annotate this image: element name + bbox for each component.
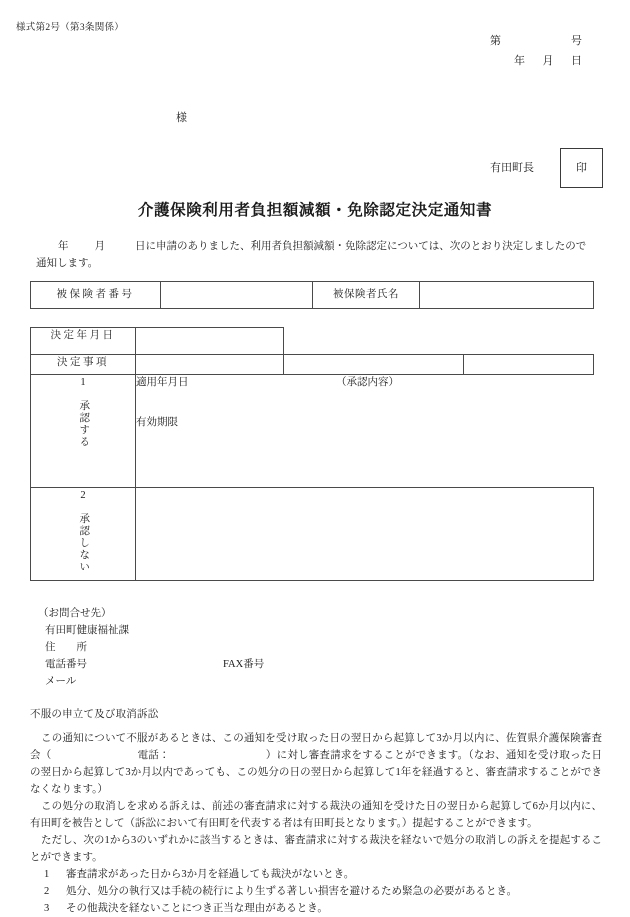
intro-month: 月: [94, 241, 105, 252]
insured-person-table: [30, 281, 594, 309]
table-row: [31, 488, 594, 581]
appeal-item-1-text: 審査請求があった日から3か月を経過しても裁決がないとき。: [66, 869, 355, 880]
document-title: 介護保険利用者負担額減額・免除認定決定通知書: [137, 202, 493, 219]
appeal-section: [30, 706, 602, 917]
decision-option-2-text: 承認しない: [78, 513, 90, 574]
decision-date-label: 決定年月日: [31, 328, 136, 355]
apply-date-field-row: [136, 375, 594, 390]
decision-matters-pad2: [284, 355, 464, 375]
appeal-paragraph-2: この処分の取消しを求める訴えは、前述の審査請求に対する裁決の通知を受けた日の翌日から起算して6か月以内に、有田町を被告として（訴訟において有田町を代表する者は有田町長となります。）提起することができます。: [30, 801, 602, 829]
contact-fax-label: FAX番号: [223, 659, 265, 670]
issuer-row: [490, 148, 603, 188]
contact-mail-row: [38, 673, 264, 690]
appeal-paragraph-3: ただし、次の1から3のいずれかに該当するときは、審査請求に対する裁決を経ないで処分の取消しの訴えを提起することができます。: [30, 835, 602, 863]
contact-department: 有田町健康福祉課: [45, 625, 129, 636]
appeal-exception-list: [30, 866, 602, 917]
decision-matters-label: 決定事項: [31, 355, 136, 375]
document-date-day: 日: [571, 54, 582, 67]
contact-tel-row: [38, 656, 264, 673]
contact-heading: （お問合せ先）: [38, 608, 112, 619]
intro-year: 年: [58, 241, 69, 252]
list-item: [30, 883, 602, 900]
decision-option-1-number: 1: [80, 377, 86, 388]
document-date-line: [514, 53, 582, 70]
appeal-paragraph-1-tel-label: 電話：: [137, 750, 170, 761]
contact-address-label: 住 所: [45, 642, 87, 653]
appeal-item-2-number: 2: [44, 886, 50, 897]
seal-label: 印: [576, 161, 587, 174]
decision-matters-pad1: [136, 355, 284, 375]
decision-option-1-body: [136, 375, 594, 488]
issuer-name: 有田町長: [490, 161, 534, 174]
table-row: [31, 328, 594, 355]
insured-name-value[interactable]: [420, 282, 594, 309]
table-row: [31, 282, 594, 309]
document-number-suffix: 号: [571, 35, 582, 47]
form-code-label: 様式第2号（第3条関係）: [16, 23, 125, 33]
decision-option-2-number: 2: [80, 490, 86, 501]
decision-option-2-label: [31, 488, 136, 581]
appeal-item-3-text: その他裁決を経ないことにつき正当な理由があるとき。: [66, 903, 328, 914]
decision-option-1-label: [31, 375, 136, 488]
contact-address-row: [38, 639, 264, 656]
contact-tel-label: 電話番号: [45, 659, 87, 670]
intro-paragraph: [36, 238, 602, 272]
decision-date-value[interactable]: [136, 328, 284, 355]
contact-mail-label: メール: [45, 676, 77, 687]
document-number-line: [490, 33, 582, 50]
appeal-item-2-text: 処分、処分の執行又は手続の続行により生ずる著しい損害を避けるため緊急の必要があるとき。: [66, 886, 518, 897]
appeal-item-1-number: 1: [44, 869, 50, 880]
decision-option-2-body[interactable]: [136, 488, 594, 581]
decision-option-1-text: 承認する: [78, 400, 90, 449]
insured-number-label: 被保険者番号: [31, 282, 161, 309]
appeal-paragraph-1b: ）に対し審査請求をすることができます。（なお、通知を受け取った日の翌日から起算して3か月以内であっても、この処分の日の翌日から起算して1年を経過すると、審査請求することができなくなります。）: [30, 750, 603, 795]
recipient-honorific: 様: [176, 112, 187, 124]
decision-date-spacer-left: [284, 328, 464, 355]
apply-date-label: 適用年月日: [136, 377, 189, 388]
list-item: [30, 866, 602, 883]
document-date-month: 月: [542, 54, 554, 67]
decision-table: [30, 327, 594, 581]
approval-content-label: （承認内容）: [336, 377, 399, 388]
appeal-paragraph-1a: この通知について不服があるときは、この通知を受け取った日の翌日から起算して3か月以内に、佐賀県介護保険審査会（: [30, 733, 602, 761]
insured-number-value[interactable]: [161, 282, 313, 309]
table-row: [31, 355, 594, 375]
appeal-heading: 不服の申立て及び取消訴訟: [30, 709, 159, 720]
appeal-paragraph-1: [30, 730, 602, 798]
table-row: [31, 375, 594, 488]
decision-date-spacer-right: [464, 328, 594, 355]
document-date-year: 年: [514, 54, 525, 67]
decision-matters-pad3: [464, 355, 594, 375]
intro-text-line2: 通知します。: [36, 258, 99, 269]
intro-text-line1: 日に申請のありました、利用者負担額減額・免除認定については、次のとおり決定しましたので: [135, 241, 587, 252]
expiry-date-label: 有効期限: [136, 417, 178, 429]
appeal-item-3-number: 3: [44, 903, 50, 914]
document-number-prefix: 第: [490, 35, 501, 47]
seal-stamp-box: [560, 148, 603, 188]
expiry-date-field-row: [136, 415, 594, 430]
contact-block: [38, 605, 264, 690]
document-number-block: [472, 33, 602, 69]
insured-name-label: 被保険者氏名: [313, 282, 420, 309]
